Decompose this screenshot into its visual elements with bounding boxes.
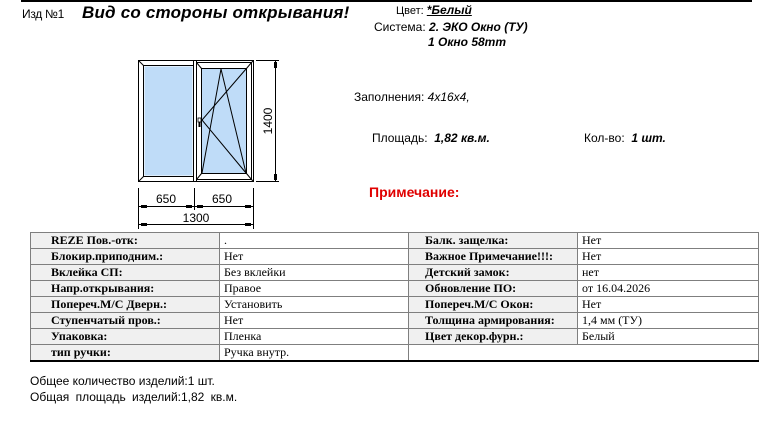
property-value: 1,4 мм (ТУ) <box>578 313 759 329</box>
quantity-label: Кол-во: <box>584 131 625 145</box>
property-label: тип ручки: <box>31 345 220 362</box>
property-value: Установить <box>220 297 409 313</box>
table-row <box>31 249 759 265</box>
property-value: Ручка внутр. <box>220 345 409 362</box>
property-value: Нет <box>578 249 759 265</box>
property-value: нет <box>578 265 759 281</box>
table-row <box>31 329 759 345</box>
table-row <box>31 313 759 329</box>
property-label: Ступенчатый пров.: <box>31 313 220 329</box>
empty-cell <box>409 345 759 362</box>
width-right-dimension: 650 <box>211 192 233 206</box>
property-label: Важное Примечание!!!: <box>409 249 578 265</box>
window-drawing <box>120 50 300 230</box>
item-number: Изд №1 <box>22 7 64 21</box>
color-label: Цвет: <box>396 5 424 17</box>
system-field <box>374 20 528 34</box>
total-count: Общее количество изделий:1 шт. <box>30 374 215 388</box>
page-title: Вид со стороны открывания! <box>82 3 350 22</box>
area-field <box>372 131 490 145</box>
fill-label: Заполнения: <box>354 90 425 104</box>
total-area: Общая площадь изделий:1,82 кв.м. <box>30 390 238 404</box>
property-label: Цвет декор.фурн.: <box>409 329 578 345</box>
area-value: 1,82 кв.м. <box>434 131 490 145</box>
property-value: Пленка <box>220 329 409 345</box>
color-field <box>396 3 472 17</box>
property-label: Обновление ПО: <box>409 281 578 297</box>
fill-field <box>354 90 470 104</box>
property-label: Детский замок: <box>409 265 578 281</box>
property-label: Напр.открывания: <box>31 281 220 297</box>
property-label: Блокир.приподним.: <box>31 249 220 265</box>
properties-table <box>30 232 759 362</box>
property-label: Вклейка СП: <box>31 265 220 281</box>
system-value: 2. ЭКО Окно (ТУ) <box>429 20 528 34</box>
property-label: Толщина армирования: <box>409 313 578 329</box>
top-rule <box>21 0 752 2</box>
area-label: Площадь: <box>372 131 428 145</box>
table-row <box>31 297 759 313</box>
system-value-line2: 1 Окно 58mm <box>428 35 507 49</box>
property-value: Нет <box>220 249 409 265</box>
fill-value: 4x16x4, <box>427 90 470 104</box>
table-row <box>31 265 759 281</box>
table-row <box>31 233 759 249</box>
color-value: *Белый <box>426 3 472 17</box>
property-value: Без вклейки <box>220 265 409 281</box>
table-row <box>31 345 759 362</box>
property-value: Нет <box>578 297 759 313</box>
quantity-field <box>584 131 666 145</box>
quantity-value: 1 шт. <box>631 131 666 145</box>
property-label: Упаковка: <box>31 329 220 345</box>
property-value: Нет <box>220 313 409 329</box>
property-value: от 16.04.2026 <box>578 281 759 297</box>
property-label: REZE Пов.-отк: <box>31 233 220 249</box>
property-value: Нет <box>578 233 759 249</box>
note-label: Примечание: <box>369 184 460 200</box>
height-dimension: 1400 <box>261 107 275 135</box>
system-label: Система: <box>374 20 426 34</box>
width-total-dimension: 1300 <box>182 211 210 225</box>
property-value: Правое <box>220 281 409 297</box>
property-value: . <box>220 233 409 249</box>
property-value: Белый <box>578 329 759 345</box>
property-label: Попереч.М/С Окон: <box>409 297 578 313</box>
table-row <box>31 281 759 297</box>
width-left-dimension: 650 <box>155 192 177 206</box>
property-label: Балк. защелка: <box>409 233 578 249</box>
property-label: Попереч.М/С Дверн.: <box>31 297 220 313</box>
